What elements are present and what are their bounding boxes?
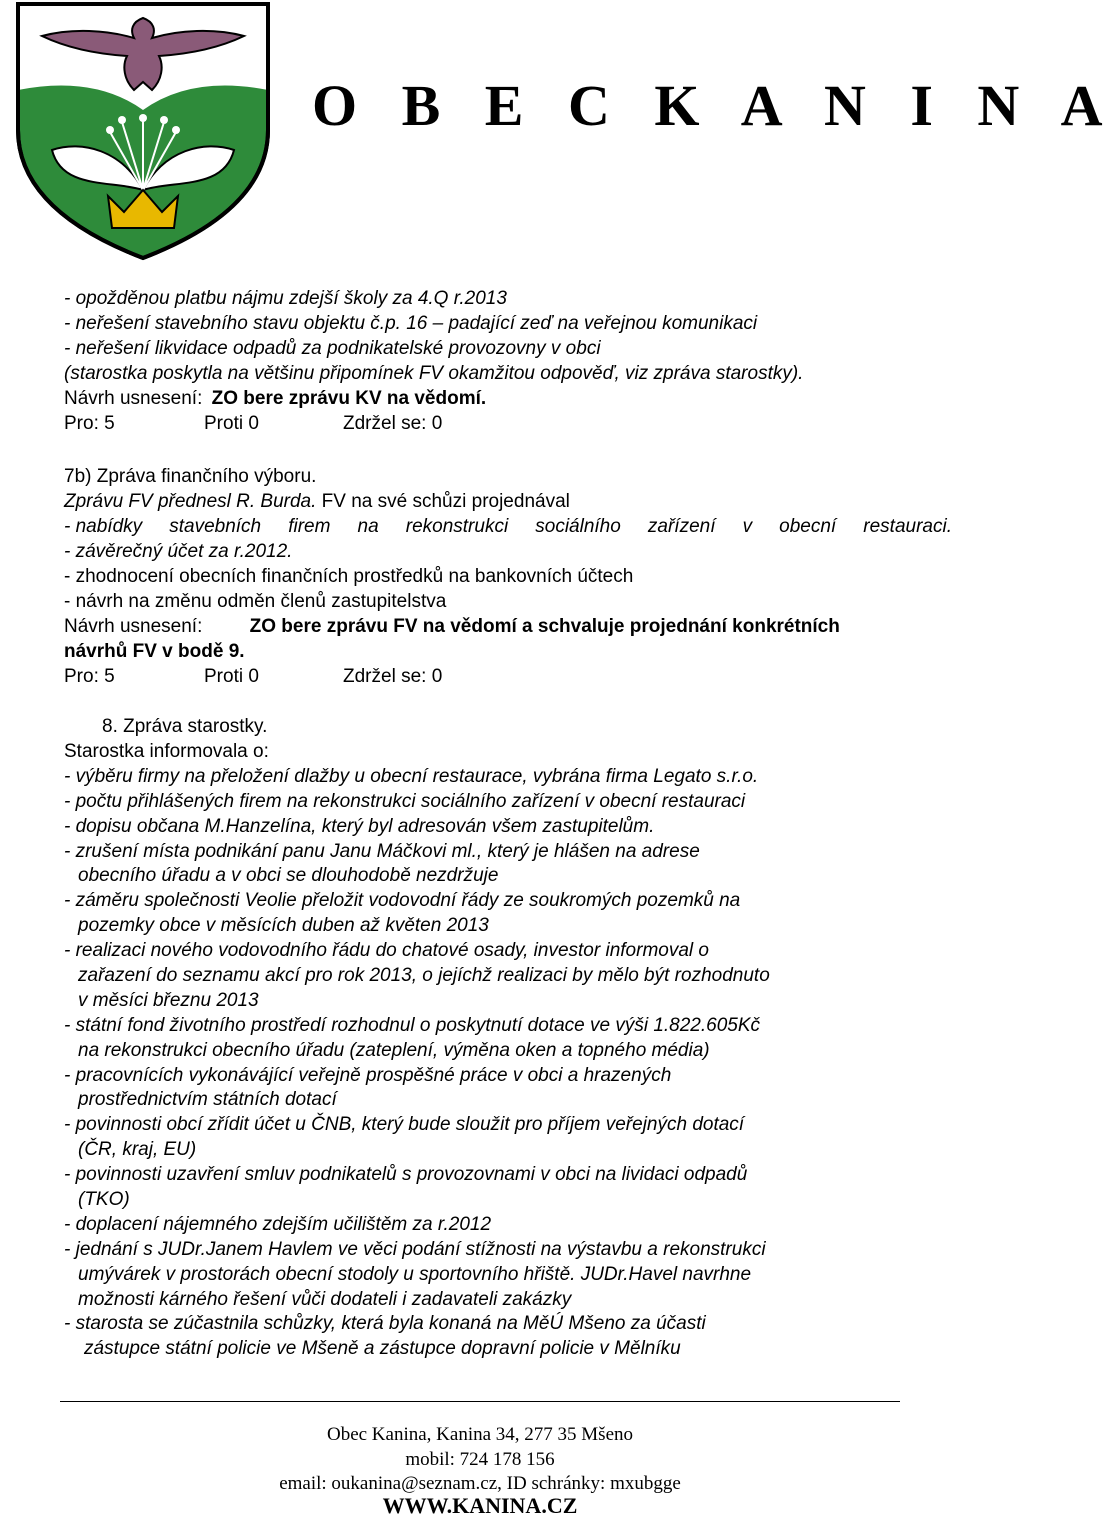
footer-address: Obec Kanina, Kanina 34, 277 35 Mšeno [326, 1424, 634, 1445]
report-line: - počtu přihlášených firem na rekonstrukci sociálního zařízení v obecní restauraci [64, 791, 746, 812]
presenter: Zprávu FV přednesl R. Burda. [64, 491, 317, 512]
word: firem [288, 516, 331, 537]
resolution-text-cont: návrhů FV v bodě 9. [64, 641, 245, 662]
footer-website: WWW.KANINA.CZ [382, 1493, 578, 1518]
vote-zdrzel: Zdržel se: 0 [343, 666, 443, 687]
report-line: možnosti kárného řešení vůči dodateli i zadavateli zakázky [78, 1289, 572, 1310]
vote-pro: Pro: 5 [64, 666, 115, 687]
report-line: - záměru společnosti Veolie přeložit vodovodní řády ze soukromých pozemků na [64, 890, 741, 911]
resolution-label: Návrh usnesení: [64, 388, 203, 409]
section-7b-presenter-line [64, 490, 570, 514]
report-line: pozemky obce v měsících duben až květen 2013 [78, 915, 489, 936]
footer-mobile: mobil: 724 178 156 [405, 1449, 555, 1470]
vote-proti: Proti 0 [204, 413, 259, 434]
report-line: - výběru firmy na přeložení dlažby u obecní restaurace, vybrána firma Legato s.r.o. [64, 766, 759, 787]
report-line: umývárek v prostorách obecní stodoly u sportovního hřiště. JUDr.Havel navrhne [78, 1264, 752, 1285]
report-line: - realizaci nového vodovodního řádu do chatové osady, investor informoval o [64, 940, 709, 961]
footer-email: email: oukanina@seznam.cz, ID schránky: mxubgge [279, 1473, 681, 1494]
vote-fv [64, 665, 442, 689]
report-line: - pracovnících vykonávájící veřejně prospěšné práce v obci a hrazených [64, 1065, 672, 1086]
resolution-text: ZO bere zprávu KV na vědomí. [211, 388, 487, 409]
report-line: - jednání s JUDr.Janem Havlem ve věci podání stížnosti na výstavbu a rekonstrukci [64, 1239, 766, 1260]
word: v [742, 516, 753, 537]
report-line: zařazení do seznamu akcí pro rok 2013, o jejíchž realizaci by mělo být rozhodnuto [78, 965, 770, 986]
resolution-label: Návrh usnesení: [64, 616, 203, 637]
fv-item: - závěrečný účet za r.2012. [64, 541, 293, 562]
village-title: O B E C K A N I N A [312, 73, 1118, 138]
report-line: - povinnosti uzavření smluv podnikatelů s provozovnami v obci na lividaci odpadů [64, 1164, 748, 1185]
intro-line: - neřešení likvidace odpadů za podnikatelské provozovny v obci [64, 338, 601, 359]
report-line: na rekonstrukci obecního úřadu (zateplení, výměna oken a topného média) [78, 1040, 710, 1061]
section-8-heading: 8. Zpráva starostky. [102, 716, 268, 737]
village-coat-of-arms [12, 0, 274, 262]
section-7b-heading: 7b) Zpráva finančního výboru. [64, 466, 317, 487]
footer-divider [60, 1401, 900, 1402]
report-line: v měsíci březnu 2013 [78, 990, 259, 1011]
discussion: FV na své schůzi projednával [321, 491, 570, 512]
report-line: - doplacení nájemného zdejším učilištěm za r.2012 [64, 1214, 492, 1235]
word: zařízení [647, 516, 716, 537]
report-line: (ČR, kraj, EU) [78, 1139, 197, 1160]
report-line: - starosta se zúčastnila schůzky, která byla konaná na MěÚ Mšeno za účasti [64, 1313, 706, 1334]
fv-item: - zhodnocení obecních finančních prostředků na bankovních účtech [64, 566, 634, 587]
report-line: - dopisu občana M.Hanzelína, který byl adresován všem zastupitelům. [64, 816, 655, 837]
report-line: - zrušení místa podnikání panu Janu Máčkovi ml., který je hlášen na adrese [64, 841, 700, 862]
fv-item: - návrh na změnu odměn členů zastupitelstva [64, 591, 447, 612]
vote-zdrzel: Zdržel se: 0 [343, 413, 443, 434]
section-8-intro: Starostka informovala o: [64, 741, 269, 762]
resolution-fv [64, 615, 840, 639]
word: - nabídky [64, 516, 143, 537]
word: obecní [779, 516, 837, 537]
word: sociálního [535, 516, 621, 537]
word: stavebních [169, 516, 262, 537]
word: rekonstrukci [405, 516, 509, 537]
report-line: (TKO) [78, 1189, 130, 1210]
resolution-kv [64, 387, 486, 411]
intro-line: - opožděnou platbu nájmu zdejší školy za 4.Q r.2013 [64, 288, 507, 309]
intro-line: - neřešení stavebního stavu objektu č.p. 16 – padající zeď na veřejnou komunikaci [64, 313, 758, 334]
report-line: - státní fond životního prostředí rozhodnul o poskytnutí dotace ve výši 1.822.605Kč [64, 1015, 761, 1036]
fv-item-offers [64, 515, 952, 539]
resolution-text: ZO bere zprávu FV na vědomí a schvaluje projednání konkrétních [249, 616, 840, 637]
vote-kv [64, 412, 442, 436]
vote-proti: Proti 0 [204, 666, 259, 687]
word: na [357, 516, 379, 537]
report-line: zástupce státní policie ve Mšeně a zástupce dopravní policie v Mělníku [84, 1338, 681, 1359]
report-line: prostřednictvím státních dotací [78, 1089, 337, 1110]
report-line: - povinnosti obcí zřídit účet u ČNB, který bude sloužit pro příjem veřejných dotací [64, 1114, 745, 1135]
intro-line: (starostka poskytla na většinu připomínek FV okamžitou odpověď, viz zpráva starostky). [64, 363, 804, 384]
vote-pro: Pro: 5 [64, 413, 115, 434]
report-line: obecního úřadu a v obci se dlouhodobě nezdržuje [78, 865, 499, 886]
word: restauraci. [863, 516, 952, 537]
